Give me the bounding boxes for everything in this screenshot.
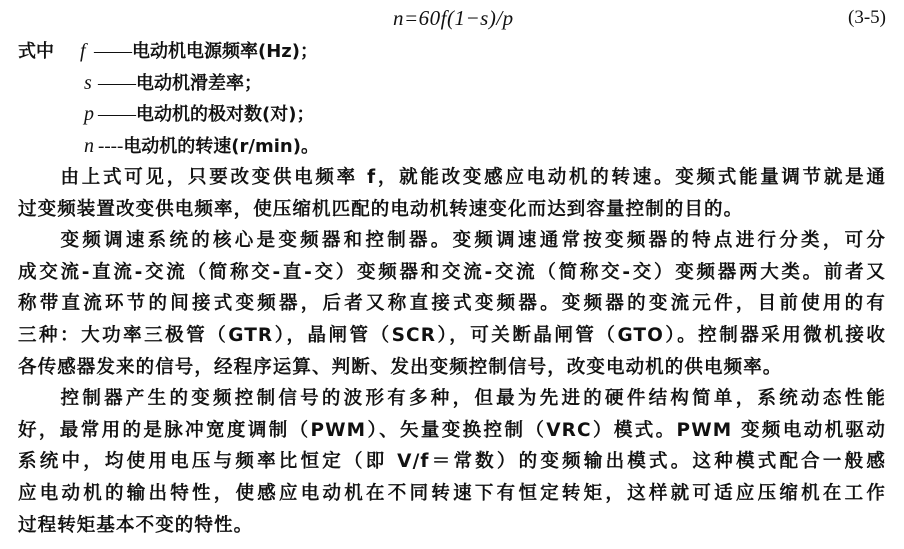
- formula-row: [18, 0, 886, 36]
- definition-text: 电动机滑差率；: [136, 72, 262, 94]
- definition-lead: 式中: [18, 41, 54, 62]
- definition-row: [18, 131, 886, 163]
- paragraph-line: 控制器产生的变频控制信号的波形有多种，但最为先进的硬件结构简单，系统动态性能: [60, 388, 886, 410]
- paragraph-line: 各传感器发来的信号，经程序运算、判断、发出变频控制信号，改变电动机的供电频率。: [18, 356, 783, 378]
- definition-symbol: f: [80, 40, 86, 62]
- paragraph-line: 系统中，均使用电压与频率比恒定（即 V/f＝常数）的变频输出模式。这种模式配合一般感: [18, 451, 886, 473]
- paragraph-line: 称带直流环节的间接式变频器，后者又称直接式变频器。变频器的变流元件，目前使用的有: [18, 293, 886, 315]
- definition-row: [18, 36, 886, 68]
- paragraph-line: 三种：大功率三极管（GTR），晶闸管（SCR），可关断晶闸管（GTO）。控制器采用微机接收: [18, 324, 886, 346]
- paragraph: [18, 383, 886, 541]
- paragraph-line: 过变频装置改变供电频率，使压缩机匹配的电动机转速变化而达到容量控制的目的。: [18, 198, 744, 220]
- definition-text: 电动机的极对数(对)；: [136, 104, 315, 125]
- paragraph-line: 好，最常用的是脉冲宽度调制（PWM）、矢量变换控制（VRC）模式。PWM 变频电动机驱动: [18, 419, 886, 441]
- definition-text: 电动机电源频率(Hz)；: [132, 41, 318, 62]
- paragraph-line: 应电动机的输出特性，使感应电动机在不同转速下有恒定转矩，这样就可适应压缩机在工作: [18, 482, 886, 504]
- definition-symbol: n: [84, 134, 94, 157]
- definition-text: 电动机的转速(r/min)。: [123, 135, 319, 157]
- variable-definitions: [18, 36, 886, 162]
- definition-symbol: p: [84, 103, 94, 125]
- definition-dash: ——: [98, 104, 136, 125]
- formula-expression: n=60f(1−s)/p: [393, 6, 514, 30]
- definition-symbol: s: [84, 71, 92, 94]
- definition-row: [18, 99, 886, 131]
- paragraph-line: 过程转矩基本不变的特性。: [18, 514, 254, 536]
- paragraph-line: 由上式可见，只要改变供电频率 f，就能改变感应电动机的转速。变频式能量调节就是通: [60, 167, 886, 188]
- paragraph-line: 成交流-直流-交流（简称交-直-交）变频器和交流-交流（简称交-交）变频器两大类。前者又: [18, 261, 886, 283]
- definition-row: [18, 68, 886, 100]
- paragraph: [18, 225, 886, 383]
- definition-dash: ——: [94, 41, 132, 62]
- equation-number: (3-5): [848, 7, 886, 28]
- definition-dash: ----: [98, 135, 124, 157]
- definition-dash: ——: [98, 72, 136, 94]
- paragraph: [18, 162, 886, 225]
- paragraph-line: 变频调速系统的核心是变频器和控制器。变频调速通常按变频器的特点进行分类，可分: [60, 230, 886, 252]
